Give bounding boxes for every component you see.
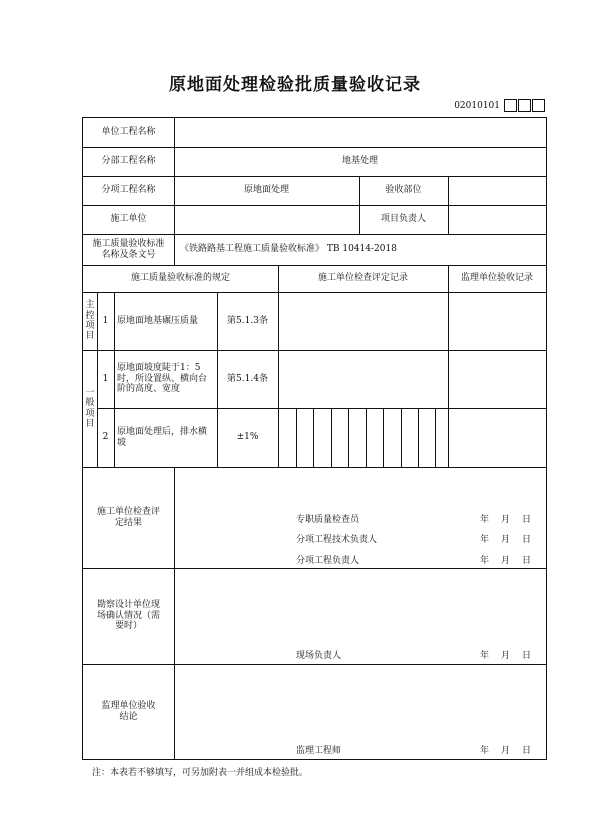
subitem-lead-label: 分项工程负责人 (296, 556, 360, 566)
date-month: 月 (501, 515, 511, 525)
general-item-2-desc: 原地面处理后，排水横坡 (117, 427, 208, 448)
unit-project-value[interactable] (174, 118, 546, 147)
code-box[interactable] (504, 99, 517, 112)
standard-label: 施工质量验收标准名称及条文号 (92, 239, 165, 260)
form-code-text: 02010101 (454, 100, 500, 111)
project-lead-value[interactable] (448, 205, 546, 234)
project-lead-label: 项目负责人 (380, 214, 426, 225)
contractor-record-header: 施工单位检查评定记录 (317, 273, 408, 284)
supervising-engineer-label: 监理工程师 (296, 746, 342, 756)
general-item-1-num: 1 (102, 373, 109, 384)
supervisor-conclusion-label: 监理单位验收结论 (101, 701, 156, 722)
date-month: 月 (501, 651, 511, 661)
tech-lead-label: 分项工程技术负责人 (296, 535, 378, 545)
date-year: 年 (480, 651, 490, 661)
site-lead-label: 现场负责人 (296, 651, 342, 661)
main-control-group-label: 主控项目 (85, 300, 95, 342)
date-year: 年 (480, 746, 490, 756)
general-item-1-contractor-record[interactable] (278, 350, 448, 408)
date-month: 月 (501, 535, 511, 545)
date-year: 年 (480, 535, 490, 545)
form-code (454, 99, 545, 112)
date-day: 日 (522, 556, 532, 566)
contractor-value[interactable] (174, 205, 359, 234)
supervisor-record-header: 监理单位验收记录 (460, 273, 533, 284)
general-item-2-supervisor-record[interactable] (448, 408, 546, 467)
general-item-2-ref: ±1% (236, 432, 259, 443)
main-item-1-num: 1 (102, 315, 109, 326)
unit-project-label: 单位工程名称 (101, 127, 156, 138)
main-item-1-contractor-record[interactable] (278, 292, 448, 350)
standard-value: 《铁路路基工程施工质量验收标准》 TB 10414-2018 (180, 244, 397, 255)
date-year: 年 (480, 556, 490, 566)
date-day: 日 (522, 515, 532, 525)
contractor-eval-label: 施工单位检查评定结果 (96, 507, 160, 528)
general-item-1-ref: 第5.1.4条 (227, 373, 268, 384)
code-box[interactable] (532, 99, 545, 112)
main-item-1-desc: 原地面地基碾压质量 (117, 315, 199, 326)
general-item-2-num: 2 (102, 432, 109, 443)
form-table (82, 117, 547, 760)
subitem-label: 分项工程名称 (101, 185, 156, 196)
subitem-value[interactable]: 原地面处理 (243, 185, 289, 196)
inspection-part-label: 验收部位 (385, 185, 422, 196)
date-year: 年 (480, 515, 490, 525)
general-group-label: 一般项目 (85, 387, 95, 429)
division-label: 分部工程名称 (101, 156, 156, 167)
date-day: 日 (522, 651, 532, 661)
design-confirm-label: 勘察设计单位现场确认情况（需要时） (96, 600, 160, 632)
form-title: 原地面处理检验批质量验收记录 (169, 75, 421, 95)
date-month: 月 (501, 746, 511, 756)
code-box[interactable] (518, 99, 531, 112)
main-item-1-supervisor-record[interactable] (448, 292, 546, 350)
main-item-1-ref: 第5.1.3条 (227, 315, 268, 326)
date-month: 月 (501, 556, 511, 566)
code-boxes (503, 99, 545, 112)
inspection-part-value[interactable] (448, 176, 546, 205)
date-day: 日 (522, 535, 532, 545)
contractor-label: 施工单位 (110, 214, 147, 225)
spec-header: 施工质量验收标准的规定 (130, 273, 230, 284)
general-item-1-supervisor-record[interactable] (448, 350, 546, 408)
division-value[interactable]: 地基处理 (341, 156, 378, 167)
quality-inspector-label: 专职质量检查员 (296, 515, 360, 525)
date-day: 日 (522, 746, 532, 756)
footnote: 注：本表若不够填写，可另加附表一并组成本检验批。 (92, 768, 309, 778)
general-item-1-desc: 原地面坡度陡于1：5时，所设置纵、横向台阶的高度、宽度 (117, 363, 208, 395)
